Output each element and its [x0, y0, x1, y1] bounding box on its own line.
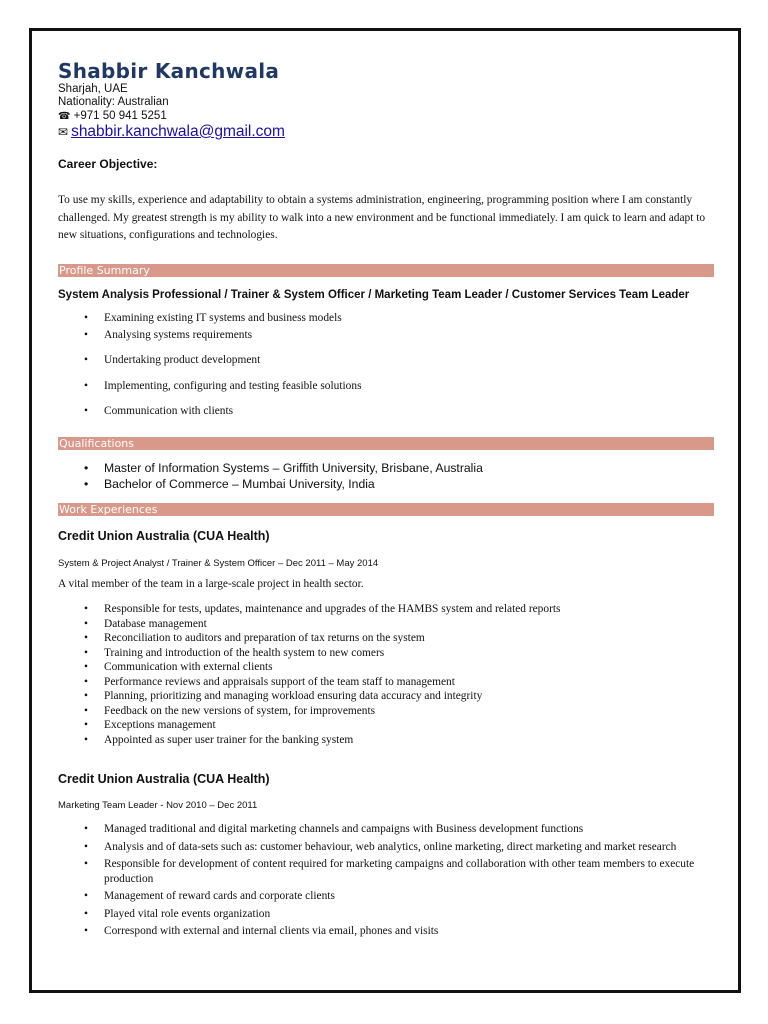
list-item: • Examining existing IT systems and business models: [58, 312, 714, 329]
location-text: Sharjah, UAE: [58, 83, 128, 95]
qualifications-heading: Qualifications: [58, 437, 714, 450]
envelope-icon: ✉: [58, 125, 69, 139]
career-objective-text: To use my skills, experience and adaptability to obtain a systems administration, engineering, programming position where I am constantly challenged. My greatest strength is my ability to walk into a new environment and be functional immediately. I am quick to learn and adapt to new situations, configurations and technologies.: [58, 194, 706, 241]
profile-summary-heading: Profile Summary: [58, 264, 714, 277]
phone-number: +971 50 941 5251: [73, 110, 167, 122]
list-item: • Responsible for tests, updates, maintenance and upgrades of the HAMBS system and related reports: [58, 602, 714, 617]
phone-icon: ☎: [58, 111, 71, 122]
list-item: • Bachelor of Commerce – Mumbai University, India: [58, 477, 714, 493]
list-item: • Responsible for development of content required for marketing campaigns and collaboration with other team members to execute production: [58, 857, 714, 886]
list-item: • Exceptions management: [58, 718, 714, 733]
list-item: • Training and introduction of the health system to new comers: [58, 646, 714, 661]
work-experiences-heading: Work Experiences: [58, 503, 714, 516]
email-link[interactable]: shabbir.kanchwala@gmail.com: [71, 123, 285, 140]
list-item: • Management of reward cards and corporate clients: [58, 889, 714, 904]
list-item: • Implementing, configuring and testing feasible solutions: [58, 380, 714, 405]
list-item: • Analysing systems requirements: [58, 329, 714, 354]
phone-line: [58, 110, 167, 123]
list-item: • Communication with clients: [58, 405, 714, 422]
job-duties-list: [58, 602, 714, 747]
list-item: • Database management: [58, 617, 714, 632]
list-item: • Planning, prioritizing and managing workload ensuring data accuracy and integrity: [58, 689, 714, 704]
candidate-name: Shabbir Kanchwala: [58, 59, 280, 83]
job-intro: A vital member of the team in a large-scale project in health sector.: [58, 578, 364, 590]
list-item: • Correspond with external and internal clients via email, phones and visits: [58, 924, 714, 939]
list-item: • Undertaking product development: [58, 354, 714, 380]
list-item: • Master of Information Systems – Griffith University, Brisbane, Australia: [58, 461, 714, 477]
qualifications-list: [58, 461, 714, 493]
list-item: • Managed traditional and digital marketing channels and campaigns with Business development functions: [58, 822, 714, 837]
email-line: [58, 123, 285, 141]
company-name: Credit Union Australia (CUA Health): [58, 529, 270, 543]
career-objective-heading: Career Objective:: [58, 157, 158, 171]
list-item: • Appointed as super user trainer for the banking system: [58, 733, 714, 748]
list-item: • Reconciliation to auditors and preparation of tax returns on the system: [58, 631, 714, 646]
list-item: • Analysis and of data-sets such as: customer behaviour, web analytics, online marketing, direct marketing and market research: [58, 840, 714, 855]
profile-roles: System Analysis Professional / Trainer & System Officer / Marketing Team Leader / Customer Services Team Leader: [58, 289, 690, 301]
list-item: • Communication with external clients: [58, 660, 714, 675]
list-item: • Performance reviews and appraisals support of the team staff to management: [58, 675, 714, 690]
job-duties-list: [58, 822, 714, 939]
company-name: Credit Union Australia (CUA Health): [58, 772, 270, 786]
job-title: System & Project Analyst / Trainer & System Officer – Dec 2011 – May 2014: [58, 558, 379, 569]
job-title: Marketing Team Leader - Nov 2010 – Dec 2011: [58, 800, 258, 811]
list-item: • Played vital role events organization: [58, 907, 714, 922]
list-item: • Feedback on the new versions of system, for improvements: [58, 704, 714, 719]
profile-summary-list: [58, 312, 714, 422]
nationality-text: Nationality: Australian: [58, 96, 169, 108]
